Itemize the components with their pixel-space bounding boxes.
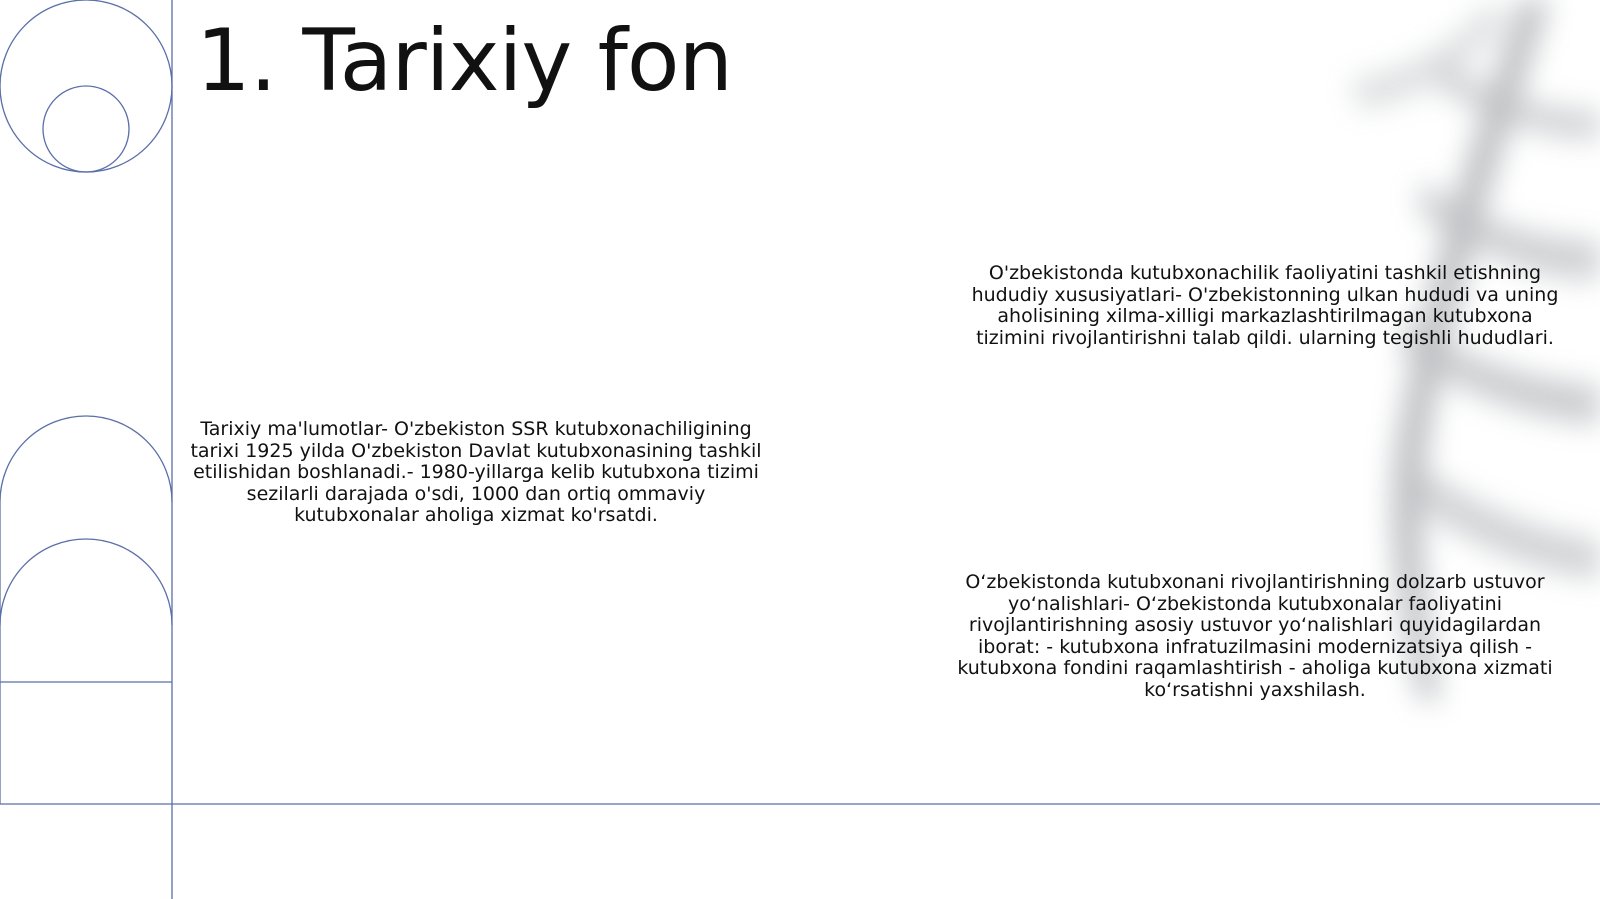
historical-info-text: Tarixiy ma'lumotlar- O'zbekiston SSR kutubxonachiligining tarixi 1925 yilda O'zbekiston Davlat kutubxonasining tashkil etilishidan boshlanadi.- 1980-yillarga kelib kutubxona tizimi sezilarli darajada o'sdi, 1000 dan ortiq ommaviy kutubxonalar aholiga xizmat ko'rsatdi. (190, 418, 762, 526)
upper-arch-outline (0, 416, 172, 502)
priority-directions-text: O‘zbekistonda kutubxonani rivojlantirishning dolzarb ustuvor yo‘nalishlari- O‘zbekistonda kutubxonalar faoliyatini rivojlantirishning asosiy ustuvor yo‘nalishlari quyidagilardan iborat: - kutubxona infratuzilmasini modernizatsiya qilish - kutubxona fondini raqamlashtirish - aholiga kutubxona xizmati ko‘rsatishni yaxshilash. (957, 571, 1553, 701)
regional-features-text: O'zbekistonda kutubxonachilik faoliyatini tashkil etishning hududiy xususiyatlari- O'zbekistonning ulkan hududi va uning aholisining xilma-xilligi markazlashtirilmagan kutubxona tizimini rivojlantirishni talab qildi. ularning tegishli hududlari. (971, 262, 1559, 349)
lower-arch-outline (0, 539, 172, 625)
slide-title: 1. Tarixiy fon (196, 11, 733, 111)
small-circle-outline (43, 86, 129, 172)
